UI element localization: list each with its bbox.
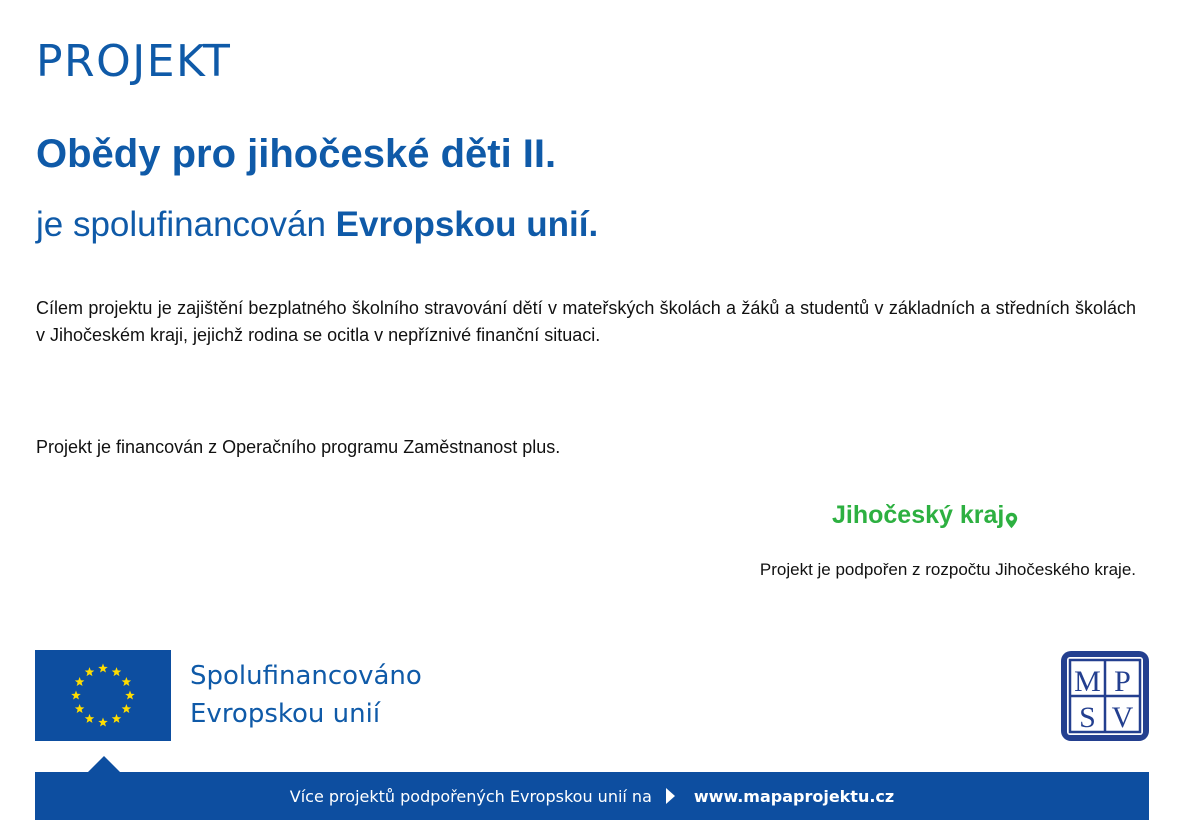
subtitle-bold: Evropskou unií. <box>335 205 599 244</box>
banner-notch <box>88 756 120 772</box>
eu-star-icon <box>112 714 122 723</box>
kraj-logo-text: Jihočeský kraj <box>832 501 1005 529</box>
eu-star-icon <box>98 718 108 727</box>
location-pin-icon <box>1005 512 1018 529</box>
kraj-support-note: Projekt je podpořen z rozpočtu Jihočeského kraje. <box>759 560 1136 579</box>
eu-cofinanced-text <box>190 657 422 733</box>
mpsv-logo-graphic <box>1061 651 1149 741</box>
eu-stars <box>35 650 171 741</box>
eu-star-icon <box>85 714 95 723</box>
eu-star-icon <box>75 677 85 686</box>
jihocesky-kraj-logo <box>832 502 1018 529</box>
project-description: Cílem projektu je zajištění bezplatného školního stravování dětí v mateřských školách a žáků a studentů v základních a středních školách v Jihočeském kraji, jejichž rodina se ocitla v nepříznivé finanční situaci. <box>36 298 1136 345</box>
eu-star-icon <box>122 704 132 713</box>
banner-url-link[interactable]: www.mapaprojektu.cz <box>693 786 895 806</box>
eu-star-icon <box>85 667 95 676</box>
banner-text: Více projektů podpořených Evropskou unií na <box>289 786 652 806</box>
svg-text:P: P <box>1114 665 1131 698</box>
mpsv-logo <box>1061 651 1149 741</box>
eu-star-icon <box>71 691 81 700</box>
svg-text:S: S <box>1079 701 1096 734</box>
eu-star-icon <box>125 691 135 700</box>
project-title: Obědy pro jihočeské děti II. <box>36 132 557 176</box>
svg-text:M: M <box>1074 665 1101 698</box>
heading: PROJEKT <box>36 36 232 87</box>
subtitle-prefix: je spolufinancován <box>36 205 336 244</box>
play-arrow-icon <box>666 788 675 804</box>
project-subtitle <box>36 204 598 246</box>
eu-text-line2: Evropskou unií <box>190 699 381 729</box>
funding-statement: Projekt je financován z Operačního programu Zaměstnanost plus. <box>36 437 561 457</box>
eu-flag-icon <box>35 650 171 741</box>
eu-star-icon <box>112 667 122 676</box>
eu-star-icon <box>75 704 85 713</box>
svg-text:V: V <box>1111 701 1134 734</box>
eu-text-line1: Spolufinancováno <box>190 661 422 691</box>
eu-star-icon <box>98 664 108 673</box>
mapaprojektu-banner[interactable] <box>35 772 1149 820</box>
eu-star-icon <box>122 677 132 686</box>
